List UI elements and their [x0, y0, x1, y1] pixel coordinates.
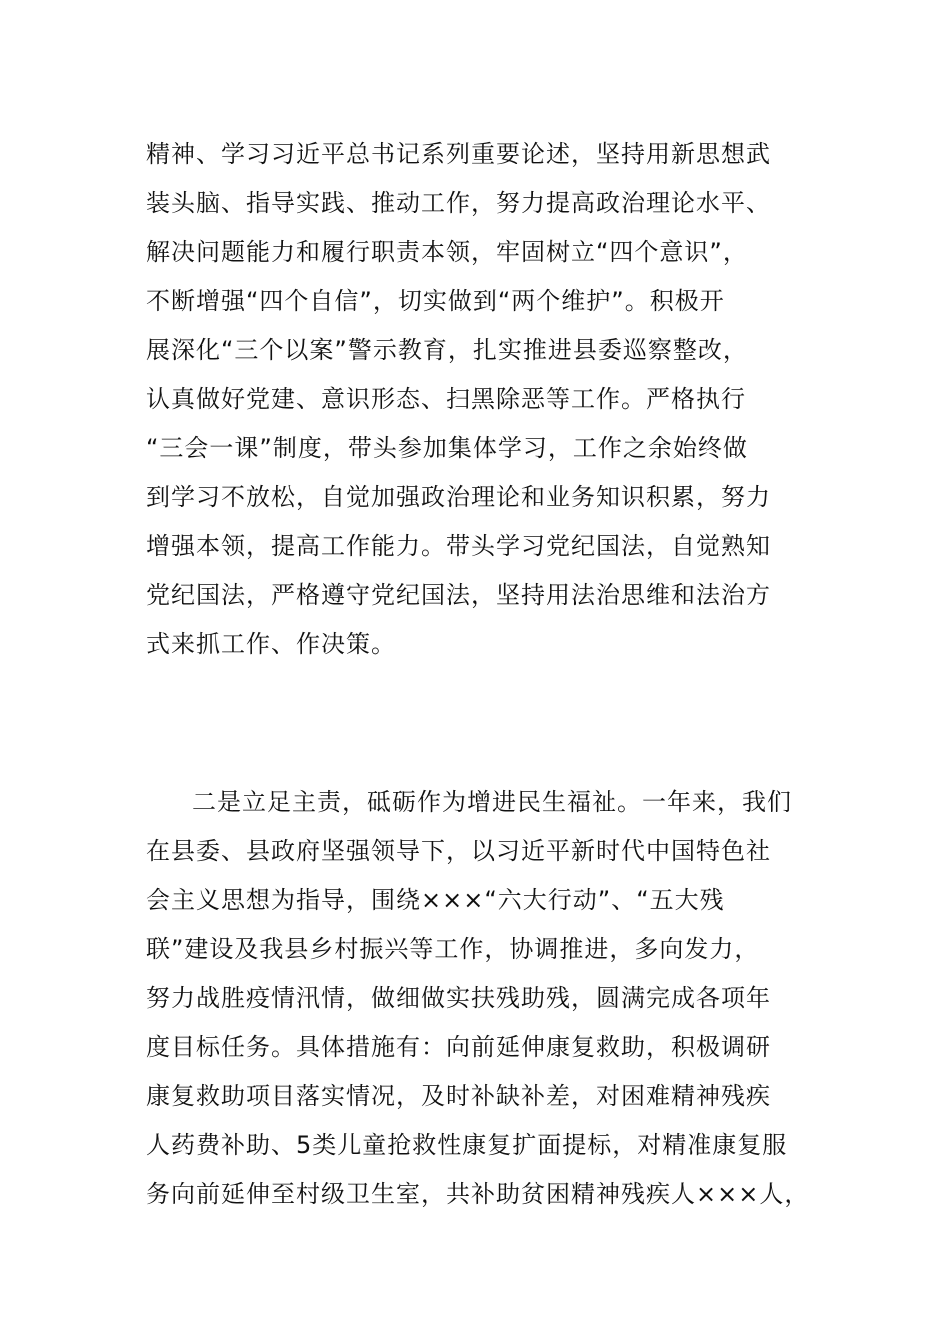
paragraph-2-line: 人药费补助、5类儿童抢救性康复扩面提标，对精准康复服: [146, 1131, 788, 1159]
paragraph-1-line: 解决问题能力和履行职责本领，牢固树立“四个意识”，: [146, 238, 748, 266]
paragraph-2-line: 联”建设及我县乡村振兴等工作，协调推进，多向发力，: [146, 935, 760, 963]
paragraph-2-line: 务向前延伸至村级卫生室，共补助贫困精神残疾人×××人，: [146, 1180, 810, 1208]
paragraph-1-line: “三会一课”制度，带头参加集体学习，工作之余始终做: [146, 434, 748, 462]
paragraph-2-line: 康复救助项目落实情况，及时补缺补差，对困难精神残疾: [146, 1082, 771, 1110]
paragraph-1-line: 增强本领，提高工作能力。带头学习党纪国法，自觉熟知: [146, 532, 771, 560]
paragraph-2-line: 在县委、县政府坚强领导下，以习近平新时代中国特色社: [146, 837, 771, 865]
paragraph-2: [146, 778, 846, 1219]
paragraph-1-line: 不断增强“四个自信”，切实做到“两个维护”。积极开: [146, 287, 725, 315]
paragraph-1-line: 精神、学习习近平总书记系列重要论述，坚持用新思想武: [146, 140, 771, 168]
paragraph-2-line: 度目标任务。具体措施有：向前延伸康复救助，积极调研: [146, 1033, 771, 1061]
paragraph-1-line: 党纪国法，严格遵守党纪国法，坚持用法治思维和法治方: [146, 581, 771, 609]
paragraph-1-line: 认真做好党建、意识形态、扫黑除恶等工作。严格执行: [146, 385, 746, 413]
paragraph-2-line: 努力战胜疫情汛情，做细做实扶残助残，圆满完成各项年: [146, 984, 771, 1012]
paragraph-2-first-line: 二是立足主责，砥砺作为增进民生福祉。一年来，我们: [192, 788, 792, 816]
paragraph-2-line: 会主义思想为指导，围绕×××“六大行动”、“五大残: [146, 886, 725, 914]
paragraph-1-line: 装头脑、指导实践、推动工作，努力提高政治理论水平、: [146, 189, 771, 217]
paragraph-1: [146, 130, 846, 669]
paragraph-1-line: 到学习不放松，自觉加强政治理论和业务知识积累，努力: [146, 483, 771, 511]
paragraph-1-line: 展深化“三个以案”警示教育，扎实推进县委巡察整改，: [146, 336, 748, 364]
paragraph-1-line: 式来抓工作、作决策。: [146, 630, 396, 658]
